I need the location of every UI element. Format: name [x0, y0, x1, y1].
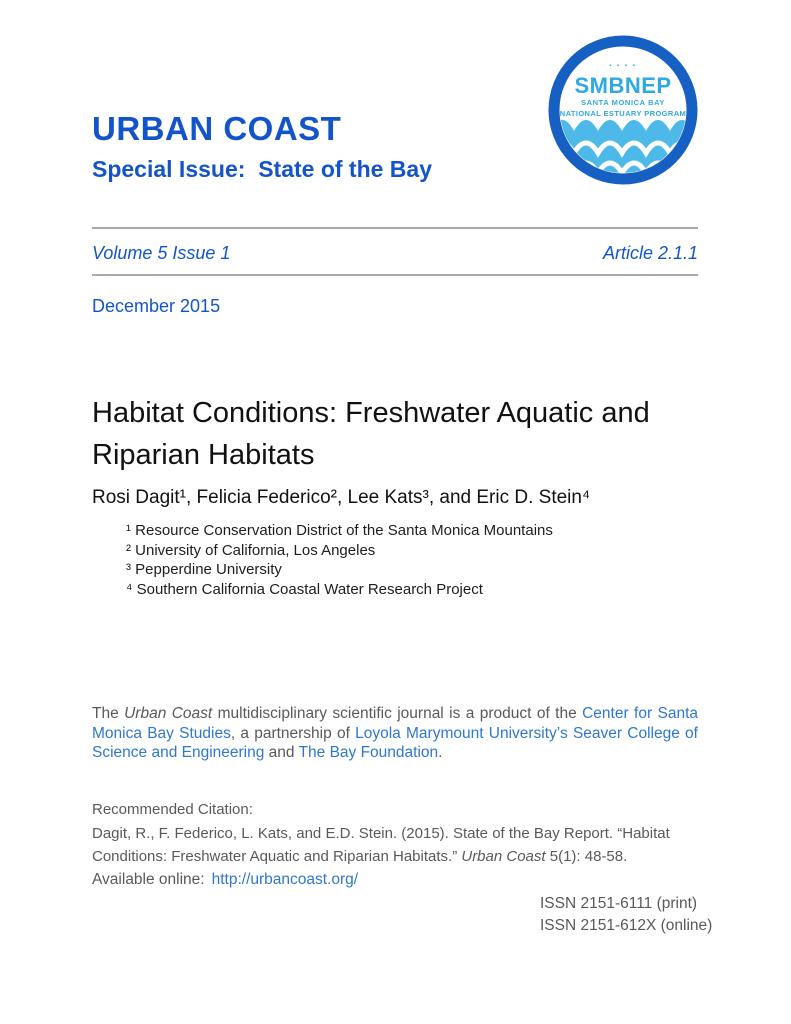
link-center-santa-monica-bay-studies[interactable]: Center for Santa Monica Bay Studies	[92, 705, 699, 742]
citation-part: Dagit, R., F. Federico, L. Kats, and E.D. Stein. (2015). State of the Bay Report. “Habitat Conditions: Freshwater Aquatic and Riparian Habitats.”	[92, 824, 670, 865]
issue-bar	[92, 243, 698, 264]
about-text: .	[438, 744, 443, 761]
divider-bottom	[92, 274, 698, 276]
available-online-label: Available online:	[92, 871, 205, 888]
citation-heading: Recommended Citation:	[92, 801, 253, 818]
issue-date: December 2015	[92, 296, 221, 316]
issn-print: ISSN 2151-6111 (print)	[540, 895, 698, 912]
about-text: The	[92, 705, 125, 722]
citation-block	[92, 798, 672, 869]
issn-block	[540, 893, 712, 937]
volume-label: Volume 5 Issue 1	[92, 243, 231, 263]
citation-text	[92, 822, 672, 869]
link-bay-foundation[interactable]: The Bay Foundation	[298, 744, 439, 761]
divider-top	[92, 227, 698, 229]
journal-subtitle: Special Issue: State of the Bay	[92, 156, 433, 182]
availability-row	[92, 871, 358, 889]
affiliations-list	[126, 521, 553, 599]
journal-title: URBAN COAST	[92, 110, 342, 147]
article-number-label: Article 2.1.1	[602, 243, 698, 263]
journal-name-italic: Urban Coast	[124, 705, 213, 722]
about-paragraph	[92, 704, 698, 763]
about-text: multidisciplinary scientific journal is a product of the	[212, 705, 583, 722]
logo-caption-line1: SANTA MONICA BAY	[580, 98, 666, 107]
smbnep-logo	[548, 35, 698, 185]
citation-part: 5(1): 48-58.	[545, 848, 628, 865]
logo-dots-icon: ▪ ▪ ▪ ▪	[609, 63, 637, 69]
article-title: Habitat Conditions: Freshwater Aquatic and Riparian Habitats	[92, 397, 650, 471]
link-lmu-seaver-college[interactable]: Loyola Marymount University’s Seaver College of Science and Engineering	[92, 724, 698, 761]
citation-journal-name: Urban Coast	[461, 848, 546, 865]
logo-caption-line2: NATIONAL ESTUARY PROGRAM	[559, 109, 687, 118]
affiliation-item: ³ Pepperdine University	[126, 561, 282, 578]
article-authors: Rosi Dagit¹, Felicia Federico², Lee Kats³, and Eric D. Stein⁴	[92, 487, 591, 508]
affiliation-item: ¹ Resource Conservation District of the Santa Monica Mountains	[126, 522, 553, 539]
issn-online: ISSN 2151-612X (online)	[540, 917, 713, 934]
about-text: , a partnership of	[230, 724, 356, 742]
available-online-link[interactable]: http://urbancoast.org/	[211, 871, 359, 888]
logo-wordmark: SMBNEP	[574, 73, 672, 98]
affiliation-item: ² University of California, Los Angeles	[126, 541, 376, 559]
affiliation-item: ⁴ Southern California Coastal Water Research Project	[126, 580, 483, 598]
about-text: and	[264, 744, 299, 761]
